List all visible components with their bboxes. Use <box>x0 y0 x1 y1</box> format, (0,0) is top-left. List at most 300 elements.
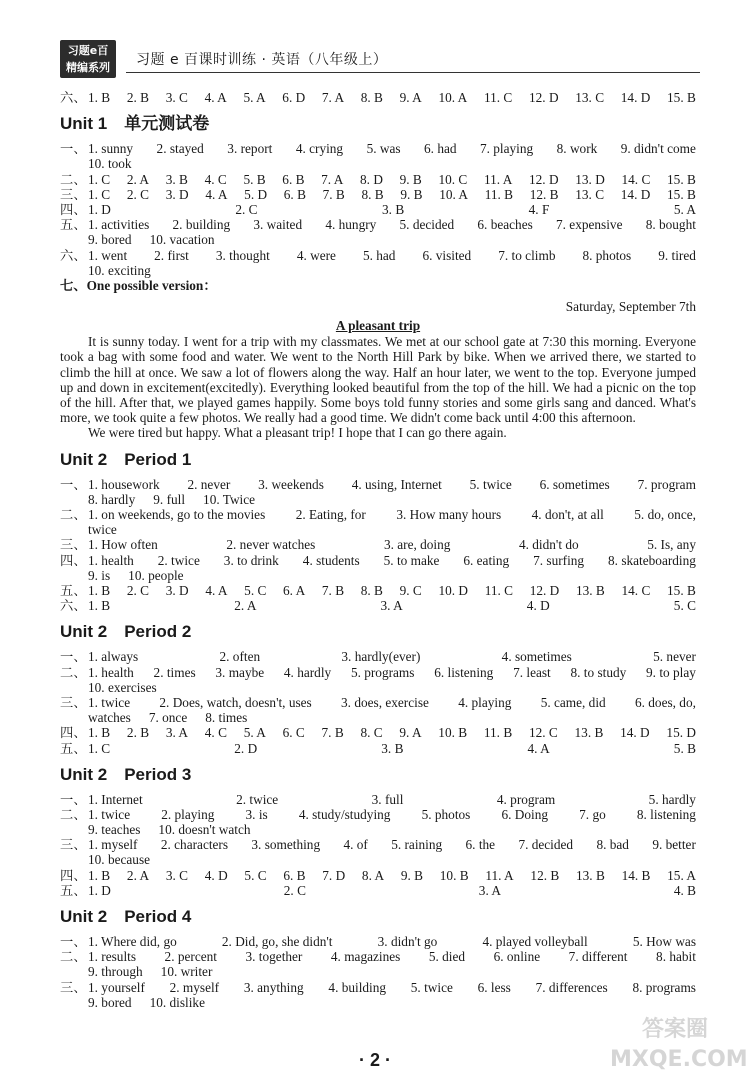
answer-item: 5. raining <box>391 837 443 853</box>
answer-item: 3. hardly(ever) <box>341 649 421 665</box>
answer-item: 15. A <box>667 867 696 883</box>
answer-item: 1. B <box>88 90 111 105</box>
answer-row <box>60 477 696 492</box>
answer-item: 4. don't, at all <box>531 507 604 523</box>
answer-items <box>88 792 696 807</box>
answer-item: 14. B <box>621 867 651 883</box>
section-number: 六、 <box>60 598 87 614</box>
answer-item: 4. C <box>204 725 227 741</box>
answer-items <box>88 477 696 492</box>
answer-item: 9. bored <box>88 232 132 248</box>
answer-item: 1. C <box>88 171 111 187</box>
answer-items <box>88 868 696 883</box>
answer-item: 10. B <box>439 867 469 883</box>
section-number: 四、 <box>60 725 87 741</box>
answer-row <box>60 507 696 522</box>
answer-item: 8. A <box>361 867 385 883</box>
answer-item: 10. exciting <box>88 262 151 278</box>
answer-item: 13. C <box>575 186 605 202</box>
answer-item: 3. didn't go <box>377 934 438 949</box>
answer-row-continuation <box>60 995 696 1010</box>
answer-item: 10. exercises <box>88 679 157 695</box>
answer-row-continuation <box>60 822 696 837</box>
answer-row <box>60 202 696 217</box>
answer-item: 13. B <box>574 725 604 741</box>
answer-item: 2. A <box>126 171 150 187</box>
answer-items <box>88 537 696 552</box>
answer-item: 4. sometimes <box>501 649 572 665</box>
answer-item: 7. A <box>321 90 345 105</box>
answer-item: 1. health <box>88 664 134 680</box>
unit-heading: Unit 2 Period 2 <box>60 622 192 642</box>
answer-item: 6. D <box>282 90 306 105</box>
answer-item: 3. A <box>380 598 403 614</box>
answer-item: 7. surfing <box>533 552 585 568</box>
answer-item: 11. B <box>484 186 514 202</box>
answer-item: 14. D <box>620 186 651 202</box>
answer-item: 15. B <box>667 186 696 202</box>
answer-items <box>88 248 696 263</box>
section-number: 五、 <box>60 217 87 233</box>
answer-item: 4. were <box>296 247 336 263</box>
section-number: 五、 <box>60 740 87 756</box>
answer-item: 4. A <box>205 583 228 598</box>
answer-row <box>60 934 696 949</box>
answer-items <box>88 507 696 522</box>
answer-item: 8. B <box>360 583 383 598</box>
answer-item: 5. A <box>243 90 266 105</box>
answer-item: 4. A <box>204 90 227 105</box>
answer-item: 2. characters <box>160 837 229 853</box>
answer-item: 8. C <box>360 725 383 741</box>
series-logo <box>60 40 116 78</box>
answer-item: 6. listening <box>434 664 494 680</box>
answer-item: 8. skateboarding <box>608 552 696 568</box>
answer-item: 10. people <box>128 567 184 583</box>
answer-item: 10. C <box>438 171 468 187</box>
answer-row-continuation <box>60 680 696 695</box>
answer-item: 9. A <box>399 725 422 741</box>
header-rule <box>126 72 700 73</box>
page-number: · 2 · <box>358 1050 391 1070</box>
section-number: 六、 <box>60 90 87 105</box>
answer-item: 5. hardly <box>648 791 696 807</box>
answer-item: 1. health <box>88 552 134 568</box>
answer-item: 5. do, once, <box>634 507 696 523</box>
answer-item: 8. bad <box>596 837 629 853</box>
answer-item: 7. differences <box>535 979 608 995</box>
answer-item: 6. C <box>282 725 305 741</box>
answer-item: 12. C <box>528 725 558 741</box>
section-number: 四、 <box>60 201 87 217</box>
answer-item: 5. twice <box>469 476 512 492</box>
answer-item: 12. B <box>530 867 560 883</box>
answer-items <box>88 807 696 822</box>
answer-item: 9. to play <box>646 664 696 680</box>
unit-heading: Unit 2 Period 3 <box>60 764 192 784</box>
answer-item: 11. A <box>483 171 513 187</box>
answer-item: 13. B <box>575 583 605 598</box>
answer-item: 3. How many hours <box>396 507 502 523</box>
answer-item: 4. F <box>528 201 550 217</box>
answer-row <box>60 583 696 598</box>
answer-item: 4. hungry <box>325 217 377 233</box>
answer-item: 5. How was <box>632 934 696 949</box>
answer-item: 7. B <box>322 186 345 202</box>
section-number: 六、 <box>60 247 87 263</box>
answer-item: 2. building <box>172 217 231 233</box>
answer-items <box>88 980 696 995</box>
essay-paragraph: It is sunny today. I went for a trip with my classmates. We met at our school gate at 7:30 this morning. Everyone took a bag with some food and water. We went to the North Hill Park by bike. When we arrived there, we started to climb the hill at once. We saw a lot of flowers along the way. Half an hour later, we went to the top. Everyone jumped up and down in excitement(excitedly). Everything looked beautiful from the top of the hill. We had a picnic on the top of the hill. After that, we played games happily. Some boys told funny stories and some girls sang and danced. What's more, we took quite a few photos. We really had a good time. We didn't come back until 4:00 this afternoon. <box>60 334 696 426</box>
section-number: 一、 <box>60 649 87 665</box>
logo-line-1: 习题e百 <box>67 44 109 57</box>
answer-items <box>88 217 696 232</box>
answer-item: 2. C <box>126 583 150 598</box>
answer-item: 10. writer <box>160 964 213 980</box>
answer-items <box>88 187 696 202</box>
answer-item: 7. B <box>321 725 344 741</box>
answer-item: 9. full <box>153 491 186 507</box>
answer-item: 10. vacation <box>149 232 215 248</box>
answer-item: 6. B <box>283 186 306 202</box>
answer-item: 2. Eating, for <box>295 507 366 523</box>
section-number: 二、 <box>60 507 87 523</box>
answer-item: 3. report <box>227 141 273 157</box>
answer-row <box>60 807 696 822</box>
answer-item: 8. bought <box>645 217 696 233</box>
answer-items <box>88 665 696 680</box>
answer-item: 9. teaches <box>88 822 141 838</box>
section-number: 二、 <box>60 949 87 965</box>
answer-item: 2. D <box>234 740 258 756</box>
answer-item: 1. twice <box>88 806 131 822</box>
answer-item: 1. D <box>88 201 111 217</box>
answer-item: 5. decided <box>399 217 455 233</box>
answer-item: 4. A <box>205 186 228 202</box>
answer-item: 9. didn't come <box>620 141 696 157</box>
answer-item: 3. to drink <box>223 552 279 568</box>
answer-item: 10. D <box>438 583 469 598</box>
answer-item: 10. B <box>438 725 468 741</box>
answer-item: 11. A <box>485 867 514 883</box>
answer-items <box>88 852 696 867</box>
answer-item: 2. myself <box>169 979 220 995</box>
answer-item: 9. is <box>88 567 111 583</box>
answer-item: 7. B <box>321 583 345 598</box>
answer-item: 3. anything <box>243 979 304 995</box>
answer-item: 6. does, do, <box>634 694 696 710</box>
page-header <box>60 40 700 80</box>
answer-row <box>60 665 696 680</box>
answer-item: 5. C <box>244 583 267 598</box>
answer-item: 11. C <box>484 583 514 598</box>
answer-item: 9. through <box>88 964 143 980</box>
answer-item: 8. D <box>360 171 383 187</box>
section-number: 五、 <box>60 882 87 898</box>
answer-items <box>88 90 696 105</box>
section-number: 二、 <box>60 664 87 680</box>
answer-item: 2. B <box>126 90 150 105</box>
answer-item: 13. D <box>575 171 605 187</box>
answer-item: 8. B <box>360 90 383 105</box>
answer-item: 8. B <box>361 186 384 202</box>
answer-item: 6. had <box>424 141 457 157</box>
section-number: 一、 <box>60 934 87 949</box>
section-number: 三、 <box>60 186 87 202</box>
answer-items <box>88 568 696 583</box>
answer-item: 10. Twice <box>203 491 256 507</box>
answer-item: 5. A <box>673 201 696 217</box>
answer-item: 5. C <box>673 598 696 614</box>
answer-row <box>60 725 696 740</box>
answer-item: 4. magazines <box>330 949 401 965</box>
answer-item: 1. housework <box>88 476 160 492</box>
answer-row <box>60 883 696 898</box>
answer-item: 2. C <box>235 201 258 217</box>
section-number: 四、 <box>60 552 87 568</box>
answer-items <box>88 522 696 537</box>
answer-item: 14. D <box>620 90 651 105</box>
essay-label: 七、One possible version： <box>60 277 217 293</box>
answer-item: 2. twice <box>236 791 279 807</box>
answer-item: 3. D <box>165 583 189 598</box>
answer-item: 7. to climb <box>498 247 556 263</box>
answer-item: 1. B <box>88 583 111 598</box>
answer-item: 1. B <box>88 725 111 741</box>
answer-row-continuation <box>60 232 696 247</box>
essay-date: Saturday, September 7th <box>565 299 696 315</box>
answer-row <box>60 649 696 664</box>
answer-item: 5. C <box>244 867 267 883</box>
answer-row <box>60 837 696 852</box>
answer-item: 11. C <box>483 90 513 105</box>
answer-item: 10. A <box>439 186 469 202</box>
answer-item: 4. playing <box>458 694 512 710</box>
answer-item: 2. Does, watch, doesn't, uses <box>159 694 312 710</box>
section-number: 三、 <box>60 694 87 710</box>
answer-items <box>88 649 696 664</box>
answer-item: 1. myself <box>88 837 138 853</box>
answer-item: 4. played volleyball <box>482 934 588 949</box>
answer-item: 12. D <box>529 171 559 187</box>
answer-items <box>88 964 696 979</box>
answer-item: 3. C <box>165 90 188 105</box>
answer-item: 3. D <box>165 186 189 202</box>
answer-item: 3. B <box>381 740 404 756</box>
answer-item: 1. on weekends, go to the movies <box>88 507 266 523</box>
answer-row <box>60 248 696 263</box>
answer-item: 2. stayed <box>156 141 204 157</box>
answer-row <box>60 741 696 756</box>
answer-items <box>88 725 696 740</box>
unit-heading: Unit 2 Period 4 <box>60 907 192 926</box>
answer-row-continuation <box>60 522 696 537</box>
answer-item: 3. is <box>245 806 268 822</box>
answer-item: 8. programs <box>632 979 696 995</box>
logo-line-2: 精编系列 <box>66 61 110 74</box>
answer-item: 4. study/studying <box>298 806 391 822</box>
answer-items <box>88 695 696 710</box>
answer-item: 5. photos <box>421 806 471 822</box>
answer-items <box>88 710 696 725</box>
answer-items <box>88 995 696 1010</box>
answer-item: 6. visited <box>422 247 472 263</box>
answer-item: 9. bored <box>88 994 132 1010</box>
section-number: 三、 <box>60 537 87 553</box>
answer-item: 3. full <box>371 791 404 807</box>
answer-row <box>60 980 696 995</box>
answer-item: 5. Is, any <box>647 537 696 553</box>
answer-item: 3. are, doing <box>383 537 451 553</box>
answer-item: 10. doesn't watch <box>158 822 251 838</box>
answer-items <box>88 598 696 613</box>
answer-item: 15. B <box>667 90 696 105</box>
answer-item: 10. because <box>88 852 151 868</box>
answer-item: 15. B <box>667 583 696 598</box>
answer-item: watches <box>88 710 131 726</box>
answer-item: 3. A <box>165 725 189 741</box>
answer-item: twice <box>88 522 117 538</box>
answer-row-continuation <box>60 156 696 171</box>
answer-item: 6. the <box>465 837 496 853</box>
answer-item: 1. results <box>88 949 137 965</box>
answer-items <box>88 822 696 837</box>
answer-item: 6. Doing <box>501 806 549 822</box>
answer-item: 4. D <box>526 598 550 614</box>
answer-item: 1. yourself <box>88 979 145 995</box>
answer-item: 4. building <box>328 979 387 995</box>
unit-heading: Unit 1 单元测试卷 <box>60 114 210 134</box>
answer-item: 5. was <box>366 141 401 157</box>
answer-item: 9. B <box>399 171 422 187</box>
answer-item: 5. A <box>243 725 266 741</box>
answer-item: 9. better <box>652 837 696 853</box>
answer-item: 3. C <box>165 867 189 883</box>
answer-item: 9. B <box>400 867 424 883</box>
answer-item: 7. decided <box>518 837 574 853</box>
answer-row-continuation <box>60 710 696 725</box>
answer-item: 5. came, did <box>540 694 606 710</box>
answer-item: 3. weekends <box>258 476 324 492</box>
answer-item: 6. beaches <box>477 217 533 233</box>
answer-item: 6. B <box>283 867 306 883</box>
answer-item: 3. maybe <box>215 664 265 680</box>
answer-items <box>88 172 696 187</box>
answer-item: 13. C <box>575 90 605 105</box>
answer-row <box>60 172 696 187</box>
section-number: 三、 <box>60 837 87 853</box>
answer-item: 1. Where did, go <box>88 934 177 949</box>
answer-item: 1. C <box>88 740 111 756</box>
answer-item: 3. waited <box>253 217 303 233</box>
answer-item: 9. C <box>399 583 422 598</box>
book-title: 习题 e 百课时训练 · 英语（八年级上） <box>136 52 388 68</box>
answer-items <box>88 837 696 852</box>
answer-item: 3. A <box>478 882 501 898</box>
answer-item: 3. B <box>165 171 188 187</box>
answer-items <box>88 680 696 695</box>
answer-items <box>88 934 696 949</box>
essay-title: A pleasant trip <box>335 318 421 334</box>
answer-item: 5. B <box>673 740 696 756</box>
answer-item: 1. B <box>88 867 111 883</box>
answer-item: 2. never <box>187 476 231 492</box>
section-number: 一、 <box>60 791 87 807</box>
answer-item: 4. crying <box>295 141 344 157</box>
answer-item: 8. to study <box>570 664 627 680</box>
answer-item: 5. had <box>362 247 396 263</box>
section-number: 三、 <box>60 979 87 995</box>
answer-item: 8. hardly <box>88 491 136 507</box>
section-number: 二、 <box>60 171 87 187</box>
answer-item: 4. C <box>204 171 227 187</box>
answer-row <box>60 217 696 232</box>
answer-items <box>88 263 696 278</box>
answer-item: 8. habit <box>656 949 696 965</box>
answer-content <box>60 90 696 1010</box>
answer-item: 7. playing <box>479 141 534 157</box>
answer-item: 6. less <box>477 979 511 995</box>
answer-item: 11. B <box>483 725 513 741</box>
answer-item: 7. A <box>321 171 344 187</box>
answer-item: 10. A <box>438 90 468 105</box>
answer-item: 2. B <box>126 725 150 741</box>
answer-item: 15. D <box>666 725 696 741</box>
answer-item: 3. something <box>251 837 321 853</box>
answer-row <box>60 598 696 613</box>
answer-item: 1. went <box>88 247 128 263</box>
answer-item: 4. students <box>302 552 360 568</box>
answer-item: 5. to make <box>383 552 440 568</box>
answer-item: 14. C <box>621 583 651 598</box>
answer-item: 4. program <box>496 791 556 807</box>
answer-item: 6. A <box>283 583 306 598</box>
answer-item: 12. B <box>529 186 559 202</box>
answer-row-continuation <box>60 852 696 867</box>
answer-item: 13. B <box>576 867 605 883</box>
site-watermark: 答案圈 MXQE.COM <box>610 1017 748 1072</box>
answer-item: 9. tired <box>658 247 696 263</box>
answer-items <box>88 492 696 507</box>
answer-items <box>88 741 696 756</box>
answer-items <box>88 156 696 171</box>
answer-item: 2. often <box>219 649 261 665</box>
answer-item: 8. times <box>205 710 248 726</box>
answer-row <box>60 187 696 202</box>
answer-item: 5. B <box>243 171 266 187</box>
answer-item: 12. D <box>529 90 559 105</box>
answer-item: 1. How often <box>88 537 158 553</box>
answer-item: 6. online <box>493 949 541 965</box>
sample-essay <box>60 278 696 441</box>
answer-item: 7. once <box>148 710 188 726</box>
answer-item: 2. twice <box>157 552 200 568</box>
section-number: 四、 <box>60 867 87 883</box>
answer-item: 7. program <box>637 476 696 492</box>
answer-item: 8. photos <box>582 247 632 263</box>
answer-item: 4. of <box>343 837 368 853</box>
answer-item: 4. D <box>204 867 228 883</box>
answer-row <box>60 695 696 710</box>
answer-row <box>60 792 696 807</box>
answer-item: 9. B <box>400 186 423 202</box>
answer-item: 6. B <box>282 171 305 187</box>
answer-item: 10. dislike <box>149 994 205 1010</box>
answer-items <box>88 202 696 217</box>
answer-row-continuation <box>60 568 696 583</box>
answer-item: 5. died <box>428 949 466 965</box>
answer-item: 8. listening <box>636 806 696 822</box>
